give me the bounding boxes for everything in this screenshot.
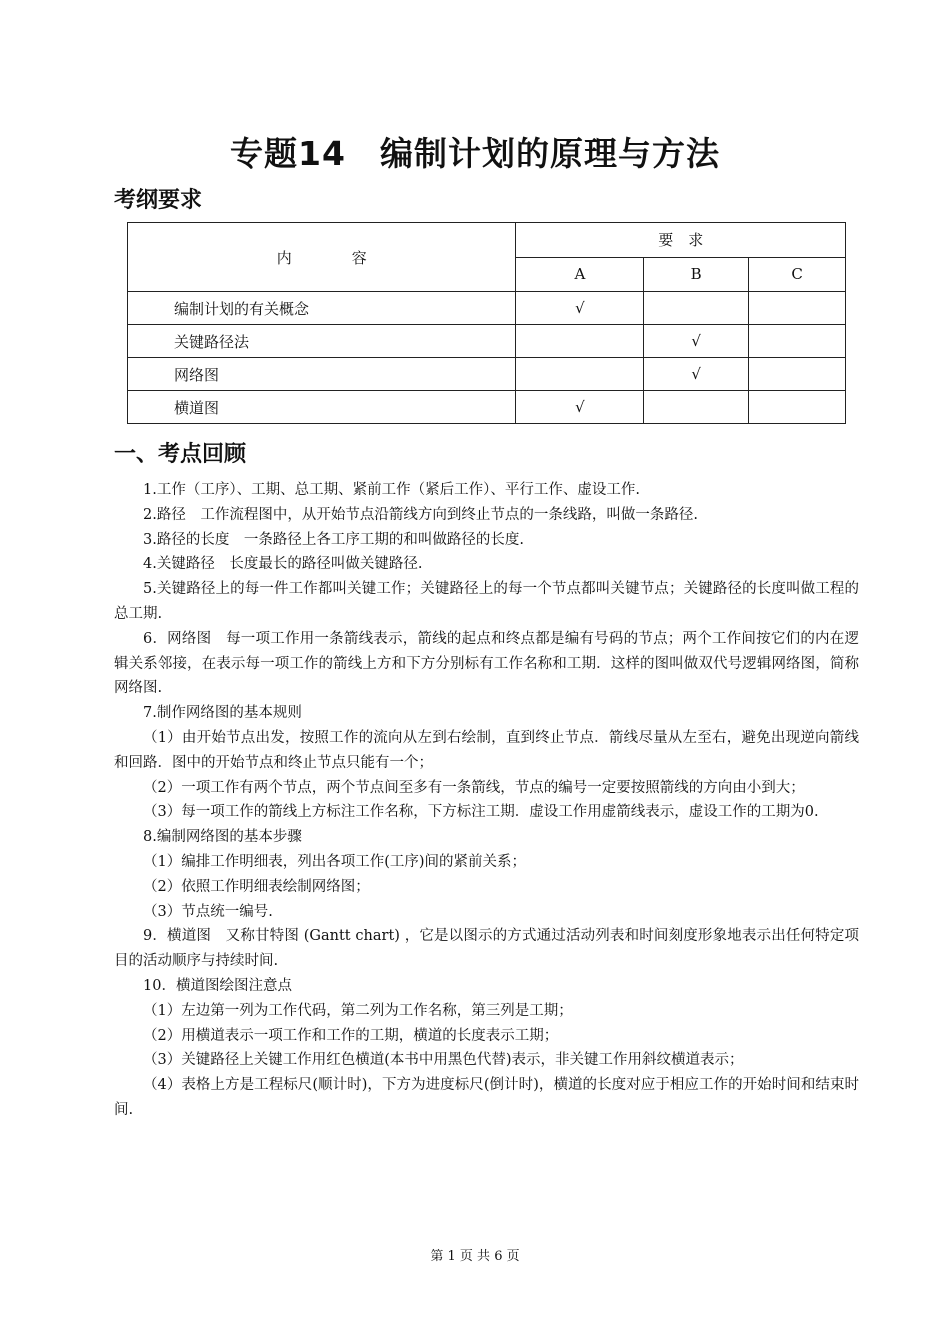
check-c bbox=[749, 292, 846, 325]
level-c: C bbox=[749, 257, 846, 292]
check-b: √ bbox=[644, 325, 749, 358]
row-label: 编制计划的有关概念 bbox=[128, 292, 516, 325]
table-row bbox=[128, 358, 846, 391]
section-heading-syllabus: 考纲要求 bbox=[114, 188, 203, 213]
check-b bbox=[644, 292, 749, 325]
paragraph: 9．横道图 又称甘特图 (Gantt chart) ，它是以图示的方式通过活动列表和时间刻度形象地表示出任何特定项目的活动顺序与持续时间. bbox=[114, 928, 859, 970]
paragraph: （4）表格上方是工程标尺(顺计时)，下方为进度标尺(倒计时)，横道的长度对应于相应工作的开始时间和结束时间. bbox=[114, 1077, 859, 1118]
check-a: √ bbox=[516, 292, 644, 325]
page-footer: 第 1 页 共 6 页 bbox=[430, 1249, 520, 1264]
review-body bbox=[114, 478, 859, 1123]
check-c bbox=[749, 358, 846, 391]
paragraph: 1.工作（工序）、工期、总工期、紧前工作（紧后工作）、平行工作、虚设工作. bbox=[143, 482, 640, 498]
paragraph: （3）关键路径上关键工作用红色横道(本书中用黑色代替)表示，非关键工作用斜纹横道表示； bbox=[143, 1052, 744, 1069]
paragraph: 10．横道图绘图注意点 bbox=[143, 977, 292, 994]
page-title: 专题14 编制计划的原理与方法 bbox=[230, 134, 720, 173]
check-c bbox=[749, 325, 846, 358]
row-label: 网络图 bbox=[128, 358, 516, 391]
table-row bbox=[128, 292, 846, 325]
table-row bbox=[128, 325, 846, 358]
header-requirement: 要 求 bbox=[516, 223, 846, 258]
paragraph: （1）由开始节点出发，按照工作的流向从左到右绘制，直到终止节点．箭线尽量从左至右，避免出现逆向箭线和回路．图中的开始节点和终止节点只能有一个； bbox=[114, 729, 859, 771]
check-a bbox=[516, 325, 644, 358]
paragraph: 7.制作网络图的基本规则 bbox=[143, 705, 302, 722]
section-heading-review: 一、考点回顾 bbox=[114, 442, 247, 467]
check-b bbox=[644, 391, 749, 424]
check-c bbox=[749, 391, 846, 424]
paragraph: 2.路径 工作流程图中，从开始节点沿箭线方向到终止节点的一条线路，叫做一条路径. bbox=[143, 506, 698, 523]
paragraph: （2）用横道表示一项工作和工作的工期，横道的长度表示工期； bbox=[143, 1027, 559, 1044]
paragraph: 8.编制网络图的基本步骤 bbox=[143, 829, 302, 846]
level-a: A bbox=[516, 257, 644, 292]
row-label: 横道图 bbox=[128, 391, 516, 424]
paragraph: 4.关键路径 长度最长的路径叫做关键路径. bbox=[143, 556, 423, 573]
paragraph: （1）左边第一列为工作代码，第二列为工作名称，第三列是工期； bbox=[143, 1002, 573, 1019]
check-a: √ bbox=[516, 391, 644, 424]
table-row bbox=[128, 391, 846, 424]
paragraph: 6．网络图 每一项工作用一条箭线表示，箭线的起点和终点都是编有号码的节点；两个工作间按它们的内在逻辑关系邻接，在表示每一项工作的箭线上方和下方分别标有工作名称和工期．这样的图叫做双代号逻辑网络图，简称网络图. bbox=[114, 630, 859, 697]
row-label: 关键路径法 bbox=[128, 325, 516, 358]
paragraph: 5.关键路径上的每一件工作都叫关键工作；关键路径上的每一个节点都叫关键节点；关键路径的长度叫做工程的总工期. bbox=[114, 581, 859, 622]
paragraph: 3.路径的长度 一条路径上各工序工期的和叫做路径的长度. bbox=[143, 531, 524, 548]
level-b: B bbox=[644, 257, 749, 292]
paragraph: （3）每一项工作的箭线上方标注工作名称，下方标注工期．虚设工作用虚箭线表示，虚设工作的工期为0. bbox=[143, 804, 819, 821]
requirements-table bbox=[127, 222, 846, 424]
paragraph: （1）编排工作明细表，列出各项工作(工序)间的紧前关系； bbox=[143, 853, 527, 870]
header-content: 内 容 bbox=[128, 223, 516, 292]
check-b: √ bbox=[644, 358, 749, 391]
check-a bbox=[516, 358, 644, 391]
paragraph: （2）一项工作有两个节点，两个节点间至多有一条箭线，节点的编号一定要按照箭线的方向由小到大； bbox=[143, 779, 805, 796]
paragraph: （2）依照工作明细表绘制网络图； bbox=[143, 878, 370, 895]
paragraph: （3）节点统一编号. bbox=[143, 903, 273, 920]
